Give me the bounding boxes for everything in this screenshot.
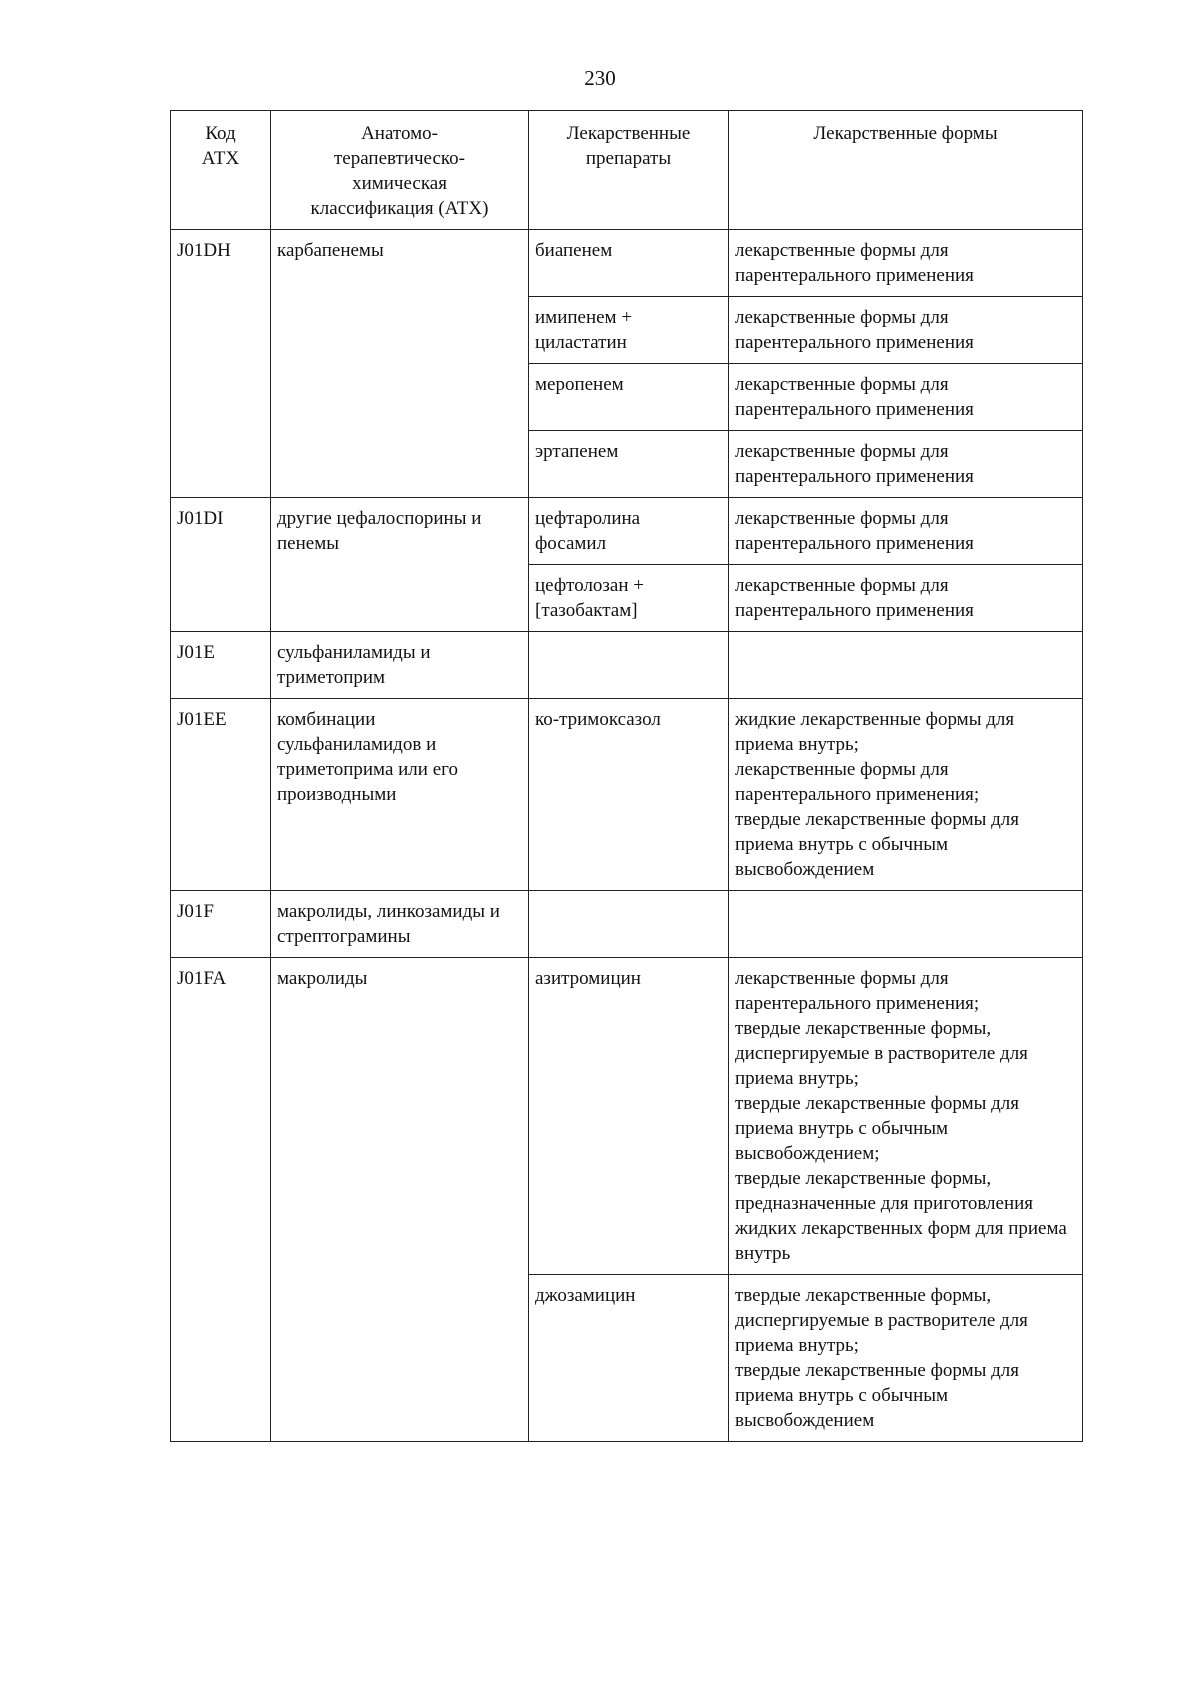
dosage-form-text: твердые лекарственные формы для приема внутрь с обычным высвобождением — [735, 809, 1020, 880]
forms-cell — [729, 431, 1083, 498]
atx-code-cell: J01EE — [171, 699, 271, 891]
dosage-form-text: лекарственные формы для парентерального применения — [735, 575, 974, 621]
drug-cell: имипенем + циластатин — [529, 297, 729, 364]
drug-cell: цефтолозан + [тазобактам] — [529, 565, 729, 632]
drug-cell: эртапенем — [529, 431, 729, 498]
dosage-form-text: жидкие лекарственные формы для приема внутрь; — [735, 709, 1015, 755]
classification-cell: макролиды, линкозамиды и стрептограмины — [271, 891, 529, 958]
forms-cell — [729, 632, 1083, 699]
drug-cell — [529, 891, 729, 958]
atx-code-cell: J01F — [171, 891, 271, 958]
dosage-form-text: твердые лекарственные формы, предназначенные для приготовления жидких лекарственных форм для приема внутрь — [735, 1168, 1067, 1264]
header-classification: Анатомо- терапевтическо- химическая классификация (АТХ) — [271, 111, 529, 230]
header-code: Код АТХ — [171, 111, 271, 230]
dosage-form-text: лекарственные формы для парентерального применения; — [735, 968, 980, 1014]
table-row — [171, 230, 1083, 297]
classification-cell: комбинации сульфаниламидов и триметоприма или его производными — [271, 699, 529, 891]
classification-cell: другие цефалоспорины и пенемы — [271, 498, 529, 632]
dosage-form-text: лекарственные формы для парентерального применения — [735, 374, 974, 420]
dosage-form-text: твердые лекарственные формы, диспергируемые в растворителе для приема внутрь; — [735, 1018, 1028, 1089]
header-drugs: Лекарственные препараты — [529, 111, 729, 230]
dosage-form-text: твердые лекарственные формы для приема внутрь с обычным высвобождением; — [735, 1093, 1020, 1164]
classification-cell: макролиды — [271, 958, 529, 1442]
dosage-form-text: лекарственные формы для парентерального применения — [735, 508, 974, 554]
forms-cell — [729, 498, 1083, 565]
table-row — [171, 498, 1083, 565]
forms-cell — [729, 297, 1083, 364]
table-row — [171, 699, 1083, 891]
dosage-form-text: твердые лекарственные формы, диспергируемые в растворителе для приема внутрь; — [735, 1285, 1028, 1356]
forms-cell — [729, 364, 1083, 431]
dosage-form-text: твердые лекарственные формы для приема внутрь с обычным высвобождением — [735, 1360, 1020, 1431]
header-row — [171, 111, 1083, 230]
dosage-form-text: лекарственные формы для парентерального применения — [735, 240, 974, 286]
drug-cell — [529, 632, 729, 699]
forms-cell — [729, 1275, 1083, 1442]
atx-code-cell: J01E — [171, 632, 271, 699]
drug-cell: цефтаролина фосамил — [529, 498, 729, 565]
atx-code-cell: J01DI — [171, 498, 271, 632]
drug-cell: биапенем — [529, 230, 729, 297]
atx-table — [170, 110, 1083, 1442]
classification-cell: карбапенемы — [271, 230, 529, 498]
forms-cell — [729, 230, 1083, 297]
table-body — [171, 230, 1083, 1442]
forms-cell — [729, 891, 1083, 958]
table-row — [171, 958, 1083, 1275]
dosage-form-text: лекарственные формы для парентерального применения — [735, 307, 974, 353]
drug-cell: ко-тримоксазол — [529, 699, 729, 891]
drug-cell: азитромицин — [529, 958, 729, 1275]
drug-cell: джозамицин — [529, 1275, 729, 1442]
table-row — [171, 891, 1083, 958]
atx-code-cell: J01DH — [171, 230, 271, 498]
classification-cell: сульфаниламиды и триметоприм — [271, 632, 529, 699]
forms-cell — [729, 958, 1083, 1275]
page-number: 230 — [584, 66, 616, 90]
drug-cell: меропенем — [529, 364, 729, 431]
forms-cell — [729, 699, 1083, 891]
table-header — [171, 111, 1083, 230]
dosage-form-text: лекарственные формы для парентерального применения; — [735, 759, 980, 805]
forms-cell — [729, 565, 1083, 632]
dosage-form-text: лекарственные формы для парентерального применения — [735, 441, 974, 487]
table-row — [171, 632, 1083, 699]
atx-code-cell: J01FA — [171, 958, 271, 1442]
header-forms: Лекарственные формы — [729, 111, 1083, 230]
